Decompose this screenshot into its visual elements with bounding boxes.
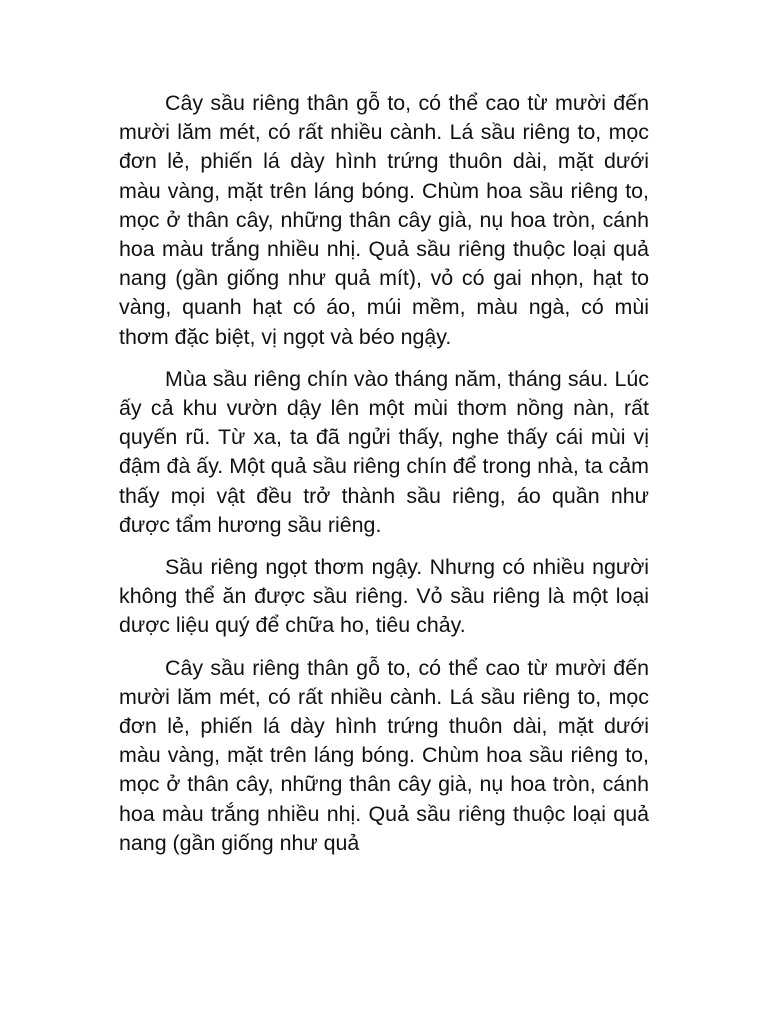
paragraph-1: Cây sầu riêng thân gỗ to, có thể cao từ mười đến mười lăm mét, có rất nhiều cành. Lá sầu riêng to, mọc đơn lẻ, phiến lá dày hình trứng thuôn dài, mặt dưới màu vàng, mặt trên láng bóng. Chùm hoa sầu riêng to, mọc ở thân cây, những thân cây già, nụ hoa tròn, cánh hoa màu trắng nhiều nhị. Quả sầu riêng thuộc loại quả nang (gần giống như quả mít), vỏ có gai nhọn, hạt to vàng, quanh hạt có áo, múi mềm, màu ngà, có mùi thơm đặc biệt, vị ngọt và béo ngậy. — [119, 91, 649, 349]
paragraph-2: Mùa sầu riêng chín vào tháng năm, tháng sáu. Lúc ấy cả khu vườn dậy lên một mùi thơm nồng nàn, rất quyến rũ. Từ xa, ta đã ngửi thấy, nghe thấy cái mùi vị đậm đà ấy. Một quả sầu riêng chín để trong nhà, ta cảm thấy mọi vật đều trở thành sầu riêng, áo quần như được tẩm hương sầu riêng. — [119, 366, 649, 537]
paragraph-4: Cây sầu riêng thân gỗ to, có thể cao từ mười đến mười lăm mét, có rất nhiều cành. Lá sầu riêng to, mọc đơn lẻ, phiến lá dày hình trứng thuôn dài, mặt dưới màu vàng, mặt trên láng bóng. Chùm hoa sầu riêng to, mọc ở thân cây, những thân cây già, nụ hoa tròn, cánh hoa màu trắng nhiều nhị. Quả sầu riêng thuộc loại quả nang (gần giống như quả — [119, 655, 649, 855]
document-body — [119, 89, 649, 858]
paragraph-3: Sầu riêng ngọt thơm ngậy. Nhưng có nhiều người không thể ăn được sầu riêng. Vỏ sầu riêng là một loại dược liệu quý để chữa ho, tiêu chảy. — [119, 555, 649, 638]
